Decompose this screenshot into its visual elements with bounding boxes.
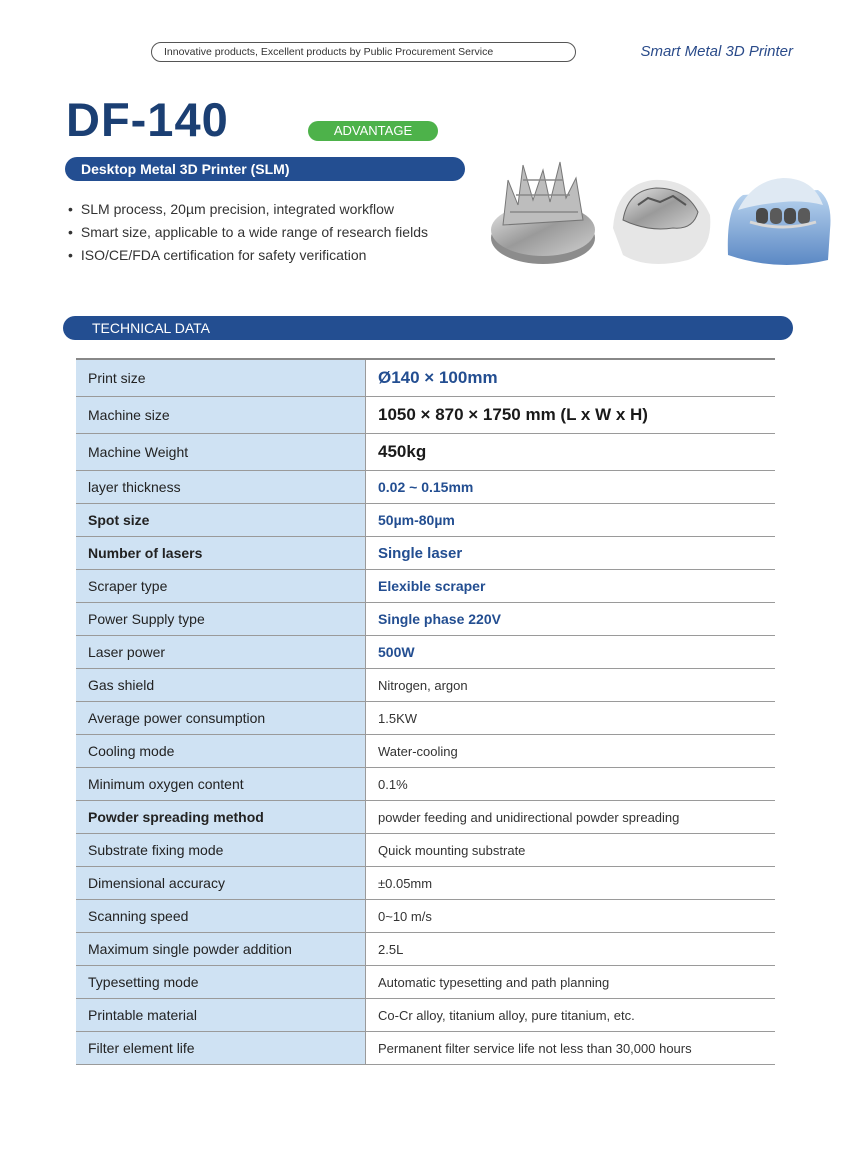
table-row — [76, 537, 775, 570]
table-row — [76, 636, 775, 669]
spec-label: Gas shield — [76, 669, 366, 702]
spec-label: Printable material — [76, 999, 366, 1032]
table-row — [76, 1032, 775, 1065]
spec-value: 2.5L — [366, 933, 776, 966]
spec-value: 0.02 ~ 0.15mm — [366, 471, 776, 504]
spec-value: 1.5KW — [366, 702, 776, 735]
spec-value: Permanent filter service life not less than 30,000 hours — [366, 1032, 776, 1065]
spec-label: Powder spreading method — [76, 801, 366, 834]
product-sample-photos — [488, 150, 833, 275]
spec-label: Spot size — [76, 504, 366, 537]
technical-data-table — [76, 358, 775, 1065]
product-subtitle-bar: Desktop Metal 3D Printer (SLM) — [65, 157, 465, 181]
spec-label: Substrate fixing mode — [76, 834, 366, 867]
spec-value: Water-cooling — [366, 735, 776, 768]
spec-value: powder feeding and unidirectional powder spreading — [366, 801, 776, 834]
table-row — [76, 867, 775, 900]
feature-list — [68, 198, 428, 267]
tagline-pill: Innovative products, Excellent products by Public Procurement Service — [151, 42, 576, 62]
table-row — [76, 702, 775, 735]
spec-label: Machine Weight — [76, 434, 366, 471]
spec-value: Nitrogen, argon — [366, 669, 776, 702]
spec-label: Minimum oxygen content — [76, 768, 366, 801]
spec-value: ±0.05mm — [366, 867, 776, 900]
spec-label: Scanning speed — [76, 900, 366, 933]
table-row — [76, 504, 775, 537]
spec-label: Dimensional accuracy — [76, 867, 366, 900]
model-title: DF-140 — [66, 93, 229, 146]
spec-label: Scraper type — [76, 570, 366, 603]
feature-item: • SLM process, 20µm precision, integrated workflow — [68, 198, 428, 221]
spec-label: Print size — [76, 359, 366, 397]
spec-value: 0~10 m/s — [366, 900, 776, 933]
spec-value: Ø140 × 100mm — [366, 359, 776, 397]
spec-value: 50µm-80µm — [366, 504, 776, 537]
table-row — [76, 933, 775, 966]
spec-value: Single laser — [366, 537, 776, 570]
table-row — [76, 735, 775, 768]
spec-label: Average power consumption — [76, 702, 366, 735]
spec-label: Filter element life — [76, 1032, 366, 1065]
spec-label: layer thickness — [76, 471, 366, 504]
spec-label: Maximum single powder addition — [76, 933, 366, 966]
spec-label: Number of lasers — [76, 537, 366, 570]
spec-value: Co-Cr alloy, titanium alloy, pure titanium, etc. — [366, 999, 776, 1032]
spec-value: 0.1% — [366, 768, 776, 801]
spec-value: Single phase 220V — [366, 603, 776, 636]
table-row — [76, 570, 775, 603]
dental-model-photo — [613, 180, 710, 264]
table-row — [76, 603, 775, 636]
spec-label: Machine size — [76, 397, 366, 434]
table-row — [76, 359, 775, 397]
table-row — [76, 966, 775, 999]
spec-value: Automatic typesetting and path planning — [366, 966, 776, 999]
table-row — [76, 768, 775, 801]
spec-value: 500W — [366, 636, 776, 669]
spec-label: Power Supply type — [76, 603, 366, 636]
spec-label: Typesetting mode — [76, 966, 366, 999]
table-row — [76, 471, 775, 504]
feature-item: • Smart size, applicable to a wide range of research fields — [68, 221, 428, 244]
build-plate-photo — [491, 162, 595, 264]
advantage-badge: ADVANTAGE — [308, 121, 438, 141]
table-row — [76, 834, 775, 867]
dental-bridge-photo — [728, 178, 831, 265]
category-label: Smart Metal 3D Printer — [640, 43, 793, 60]
feature-item: • ISO/CE/FDA certification for safety verification — [68, 244, 428, 267]
spec-label: Cooling mode — [76, 735, 366, 768]
table-row — [76, 999, 775, 1032]
spec-label: Laser power — [76, 636, 366, 669]
table-row — [76, 397, 775, 434]
table-row — [76, 801, 775, 834]
table-row — [76, 434, 775, 471]
table-row — [76, 669, 775, 702]
spec-value: 1050 × 870 × 1750 mm (L x W x H) — [366, 397, 776, 434]
spec-value: Elexible scraper — [366, 570, 776, 603]
technical-data-header: TECHNICAL DATA — [63, 316, 793, 340]
table-row — [76, 900, 775, 933]
spec-value: Quick mounting substrate — [366, 834, 776, 867]
spec-value: 450kg — [366, 434, 776, 471]
